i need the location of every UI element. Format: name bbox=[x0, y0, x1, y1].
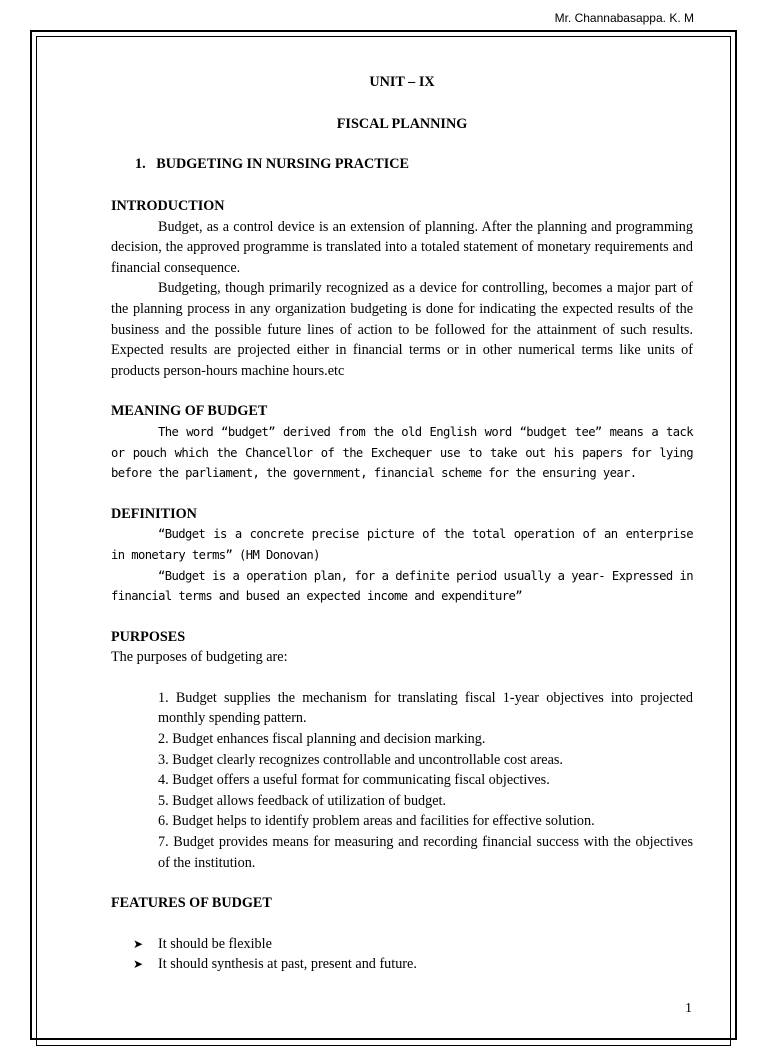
feature-item-2: ➤ It should synthesis at past, present and future. bbox=[111, 954, 693, 975]
feature-item-1: ➤ It should be flexible bbox=[111, 934, 693, 955]
page-number: 1 bbox=[685, 1001, 692, 1016]
introduction-paragraph-1: Budget, as a control device is an extension of planning. After the planning and programming decision, the approved programme is translated into a totaled statement of monetary requirements and financial consequence. bbox=[111, 218, 693, 276]
document-body bbox=[111, 72, 693, 975]
purposes-heading: PURPOSES bbox=[111, 628, 186, 645]
purposes-intro: The purposes of budgeting are: bbox=[111, 649, 288, 666]
purposes-list bbox=[111, 688, 693, 873]
purpose-item-4: 4. Budget offers a useful format for communicating fiscal objectives. bbox=[158, 772, 550, 789]
definition-item-1: “Budget is a concrete precise picture of the total operation of an enterprise in monetary terms” (HM Donovan) bbox=[111, 527, 693, 562]
header-author: Mr. Channabasappa. K. M bbox=[554, 11, 694, 25]
definition-item-2: “Budget is a operation plan, for a definite period usually a year- Expressed in financial terms and bused an expected income and expenditure” bbox=[111, 568, 693, 604]
introduction-heading: INTRODUCTION bbox=[111, 198, 225, 214]
purpose-item-6: 6. Budget helps to identify problem areas and facilities for effective solution. bbox=[158, 813, 595, 830]
purpose-item-5: 5. Budget allows feedback of utilization of budget. bbox=[158, 792, 447, 809]
unit-title: UNIT – IX bbox=[369, 74, 435, 90]
section-title: 1. BUDGETING IN NURSING PRACTICE bbox=[135, 156, 409, 172]
purpose-item-2: 2. Budget enhances fiscal planning and decision marking. bbox=[158, 731, 486, 748]
introduction-paragraph-2: Budgeting, though primarily recognized as a device for controlling, becomes a major part of the planning process in any organization budgeting is done for indicating the expected results of the business and the possible future lines of action to be followed for the attainment of such results. Expected results are projected either in financial terms or in other numerical terms like units of products person-hours machine hours.etc bbox=[111, 280, 693, 379]
arrowhead-bullet-icon: ➤ bbox=[133, 936, 144, 951]
purpose-item-7: 7. Budget provides means for measuring and recording financial success with the objectives of the institution. bbox=[158, 834, 693, 871]
features-heading: FEATURES OF BUDGET bbox=[111, 895, 272, 912]
meaning-paragraph: The word “budget” derived from the old English word “budget tee” means a tack or pouch which the Chancellor of the Exchequer use to take out his papers for lying before the parliament, the government, financial scheme for the ensuring year. bbox=[111, 424, 693, 481]
purpose-item-1: 1. Budget supplies the mechanism for translating fiscal 1-year objectives into projected monthly spending pattern. bbox=[158, 689, 693, 727]
purpose-item-3: 3. Budget clearly recognizes controllable and uncontrollable cost areas. bbox=[158, 751, 563, 768]
features-list bbox=[111, 934, 693, 975]
meaning-heading: MEANING OF BUDGET bbox=[111, 403, 268, 420]
definition-heading: DEFINITION bbox=[111, 505, 197, 522]
arrowhead-bullet-icon: ➤ bbox=[133, 957, 144, 972]
chapter-title: FISCAL PLANNING bbox=[336, 116, 468, 132]
